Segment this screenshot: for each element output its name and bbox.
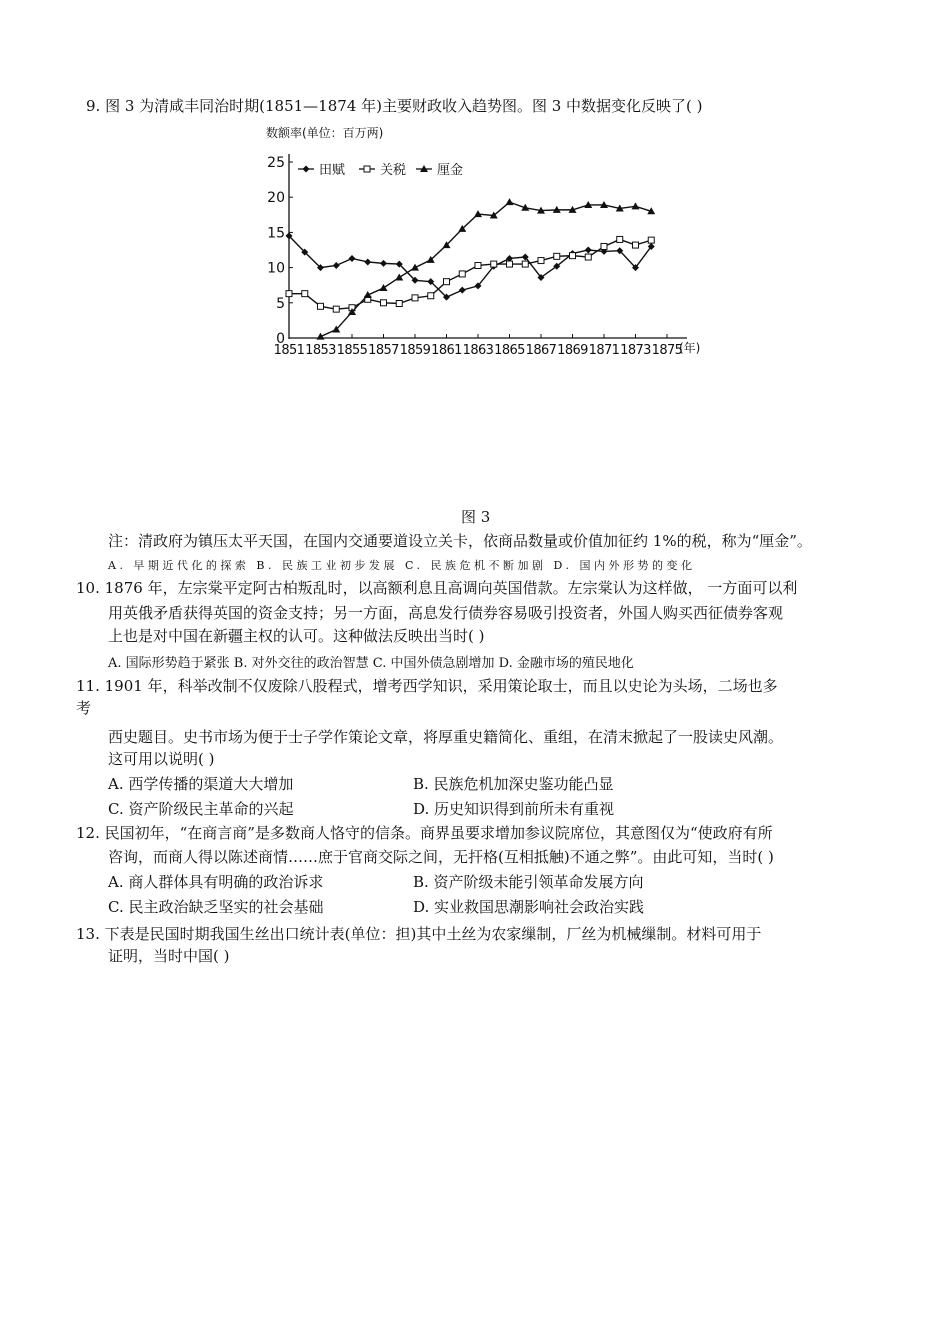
data-point-square: [444, 279, 450, 285]
data-point-diamond: [364, 258, 371, 265]
x-tick-label: 1855: [336, 343, 368, 358]
q10-line-3: 上也是对中国在新疆主权的认可。这种做法反映出当时( ): [108, 627, 485, 645]
data-point-triangle: [506, 198, 514, 205]
data-point-square: [428, 293, 434, 299]
data-point-square: [491, 261, 497, 267]
y-tick-label: 10: [267, 260, 285, 277]
x-tick-label: 1861: [431, 343, 462, 358]
data-point-square: [381, 300, 387, 306]
data-point-square: [318, 303, 324, 309]
data-point-square: [396, 301, 402, 307]
y-tick-label: 15: [267, 225, 285, 242]
x-tick-label: 1859: [399, 343, 431, 358]
q11-option-c: C. 资产阶级民主革命的兴起: [108, 800, 294, 818]
q9-note: 注：清政府为镇压太平天国，在国内交通要道设立关卡，依商品数量或价值加征约 1%的税，称为“厘金”。: [108, 532, 812, 550]
data-point-square: [633, 242, 639, 248]
series-triangle: [317, 198, 656, 339]
y-tick-label: 25: [267, 155, 285, 171]
chart-series: [286, 198, 656, 339]
data-point-square: [570, 253, 576, 259]
data-point-square: [333, 306, 339, 312]
chart-ylabel: 数额率(单位：百万两): [266, 126, 384, 140]
legend-label: 关税: [380, 163, 407, 178]
q12-line-2: 咨询，而商人得以陈述商情……庶于官商交际之间，无扞格(互相抵触)不通之弊”。由此可知，当时( ): [108, 848, 774, 866]
data-point-diamond: [349, 255, 356, 262]
data-point-square: [302, 291, 308, 297]
chart-axes: [267, 154, 700, 358]
data-point-square: [459, 271, 465, 277]
q11-line-1: 11. 1901 年，科举改制不仅废除八股程式，增考西学知识，采用策论取士，而且以史论为头场，二场也多: [76, 677, 778, 695]
x-tick-label: 1871: [588, 343, 620, 358]
q9-stem: 9. 图 3 为清咸丰同治时期(1851—1874 年)主要财政收入趋势图。图 3 中数据变化反映了( ): [86, 97, 703, 115]
data-point-triangle: [632, 202, 640, 209]
q12-line-1: 12. 民国初年，“在商言商”是多数商人恪守的信条。商界虽要求增加参议院席位，其意图仅为“使政府有所: [76, 824, 773, 842]
q11-line-1b: 考: [76, 699, 92, 717]
x-tick-label: 1853: [305, 343, 336, 358]
x-tick-label: 1863: [462, 343, 494, 358]
series-diamond: [286, 232, 655, 300]
x-axis-label: (年): [679, 341, 701, 355]
series-line: [321, 202, 652, 336]
q10-line-2: 用英俄矛盾获得英国的资金支持；另一方面，高息发行债券容易吸引投资者，外国人购买西征债券客观: [108, 604, 784, 622]
y-tick-label: 5: [276, 295, 285, 312]
q11-option-a: A. 西学传播的渠道大大增加: [108, 775, 294, 793]
q9-options: A. 早期近代化的探索 B. 民族工业初步发展 C. 民族危机不断加剧 D. 国内外形势的变化: [108, 559, 696, 572]
q10-line-1: 10. 1876 年，左宗棠平定阿古柏叛乱时，以高额利息且高调向英国借款。左宗棠认为这样做， 一方面可以利: [76, 579, 798, 597]
legend-label: 田赋: [319, 163, 346, 178]
legend-label: 厘金: [437, 163, 464, 178]
figure-caption: 图 3: [461, 508, 491, 526]
data-point-square: [507, 261, 513, 267]
data-point-triangle: [411, 264, 419, 271]
data-point-triangle: [380, 284, 388, 291]
x-tick-label: 1867: [525, 343, 557, 358]
x-tick-label: 1875: [651, 343, 683, 358]
data-point-diamond: [459, 287, 466, 294]
chart-legend: [298, 162, 463, 178]
q11-line-2: 西史题目。史书市场为便于士子学作策论文章，将厚重史籍简化、重组，在清末掀起了一股读史风潮。: [108, 728, 784, 746]
data-point-square: [648, 237, 654, 243]
series-square: [286, 236, 654, 312]
data-point-diamond: [303, 166, 310, 173]
q12-option-b: B. 资产阶级未能引领革命发展方向: [413, 873, 644, 891]
data-point-square: [364, 166, 370, 172]
data-point-square: [617, 236, 623, 242]
data-point-square: [554, 253, 560, 259]
q13-line-2: 证明，当时中国( ): [108, 947, 230, 965]
data-point-diamond: [585, 247, 592, 254]
x-tick-label: 1865: [494, 343, 525, 358]
series-line: [289, 239, 651, 309]
y-tick-label: 20: [267, 190, 285, 207]
data-point-triangle: [395, 273, 403, 280]
q12-option-d: D. 实业救国思潮影响社会政治实践: [413, 898, 645, 916]
data-point-square: [286, 291, 292, 297]
data-point-square: [538, 258, 544, 264]
x-tick-label: 1873: [620, 343, 651, 358]
data-point-square: [475, 262, 481, 268]
data-point-square: [585, 254, 591, 260]
y-tick-label: 0: [276, 331, 285, 347]
q11-line-3: 这可用以说明( ): [108, 750, 215, 768]
fiscal-revenue-chart: [258, 120, 738, 360]
data-point-diamond: [380, 260, 387, 267]
data-point-diamond: [333, 262, 340, 269]
data-point-square: [522, 261, 528, 267]
data-point-triangle: [474, 210, 482, 217]
q11-option-b: B. 民族危机加深史鉴功能凸显: [413, 775, 614, 793]
q11-option-d: D. 历史知识得到前所未有重视: [413, 800, 615, 818]
x-tick-label: 1869: [557, 343, 588, 358]
data-point-square: [601, 243, 607, 249]
data-point-square: [412, 295, 418, 301]
q12-option-c: C. 民主政治缺乏坚实的社会基础: [108, 898, 324, 916]
x-tick-label: 1851: [273, 343, 305, 358]
series-line: [289, 236, 651, 297]
q10-options: A. 国际形势趋于紧张 B. 对外交往的政治智慧 C. 中国外债急剧增加 D. 金融市场的殖民地化: [108, 656, 634, 671]
q13-line-1: 13. 下表是民国时期我国生丝出口统计表(单位：担)其中土丝为农家缫制，厂丝为机械缫制。材料可用于: [76, 925, 762, 943]
x-tick-label: 1857: [368, 343, 399, 358]
q12-option-a: A. 商人群体具有明确的政治诉求: [108, 873, 324, 891]
